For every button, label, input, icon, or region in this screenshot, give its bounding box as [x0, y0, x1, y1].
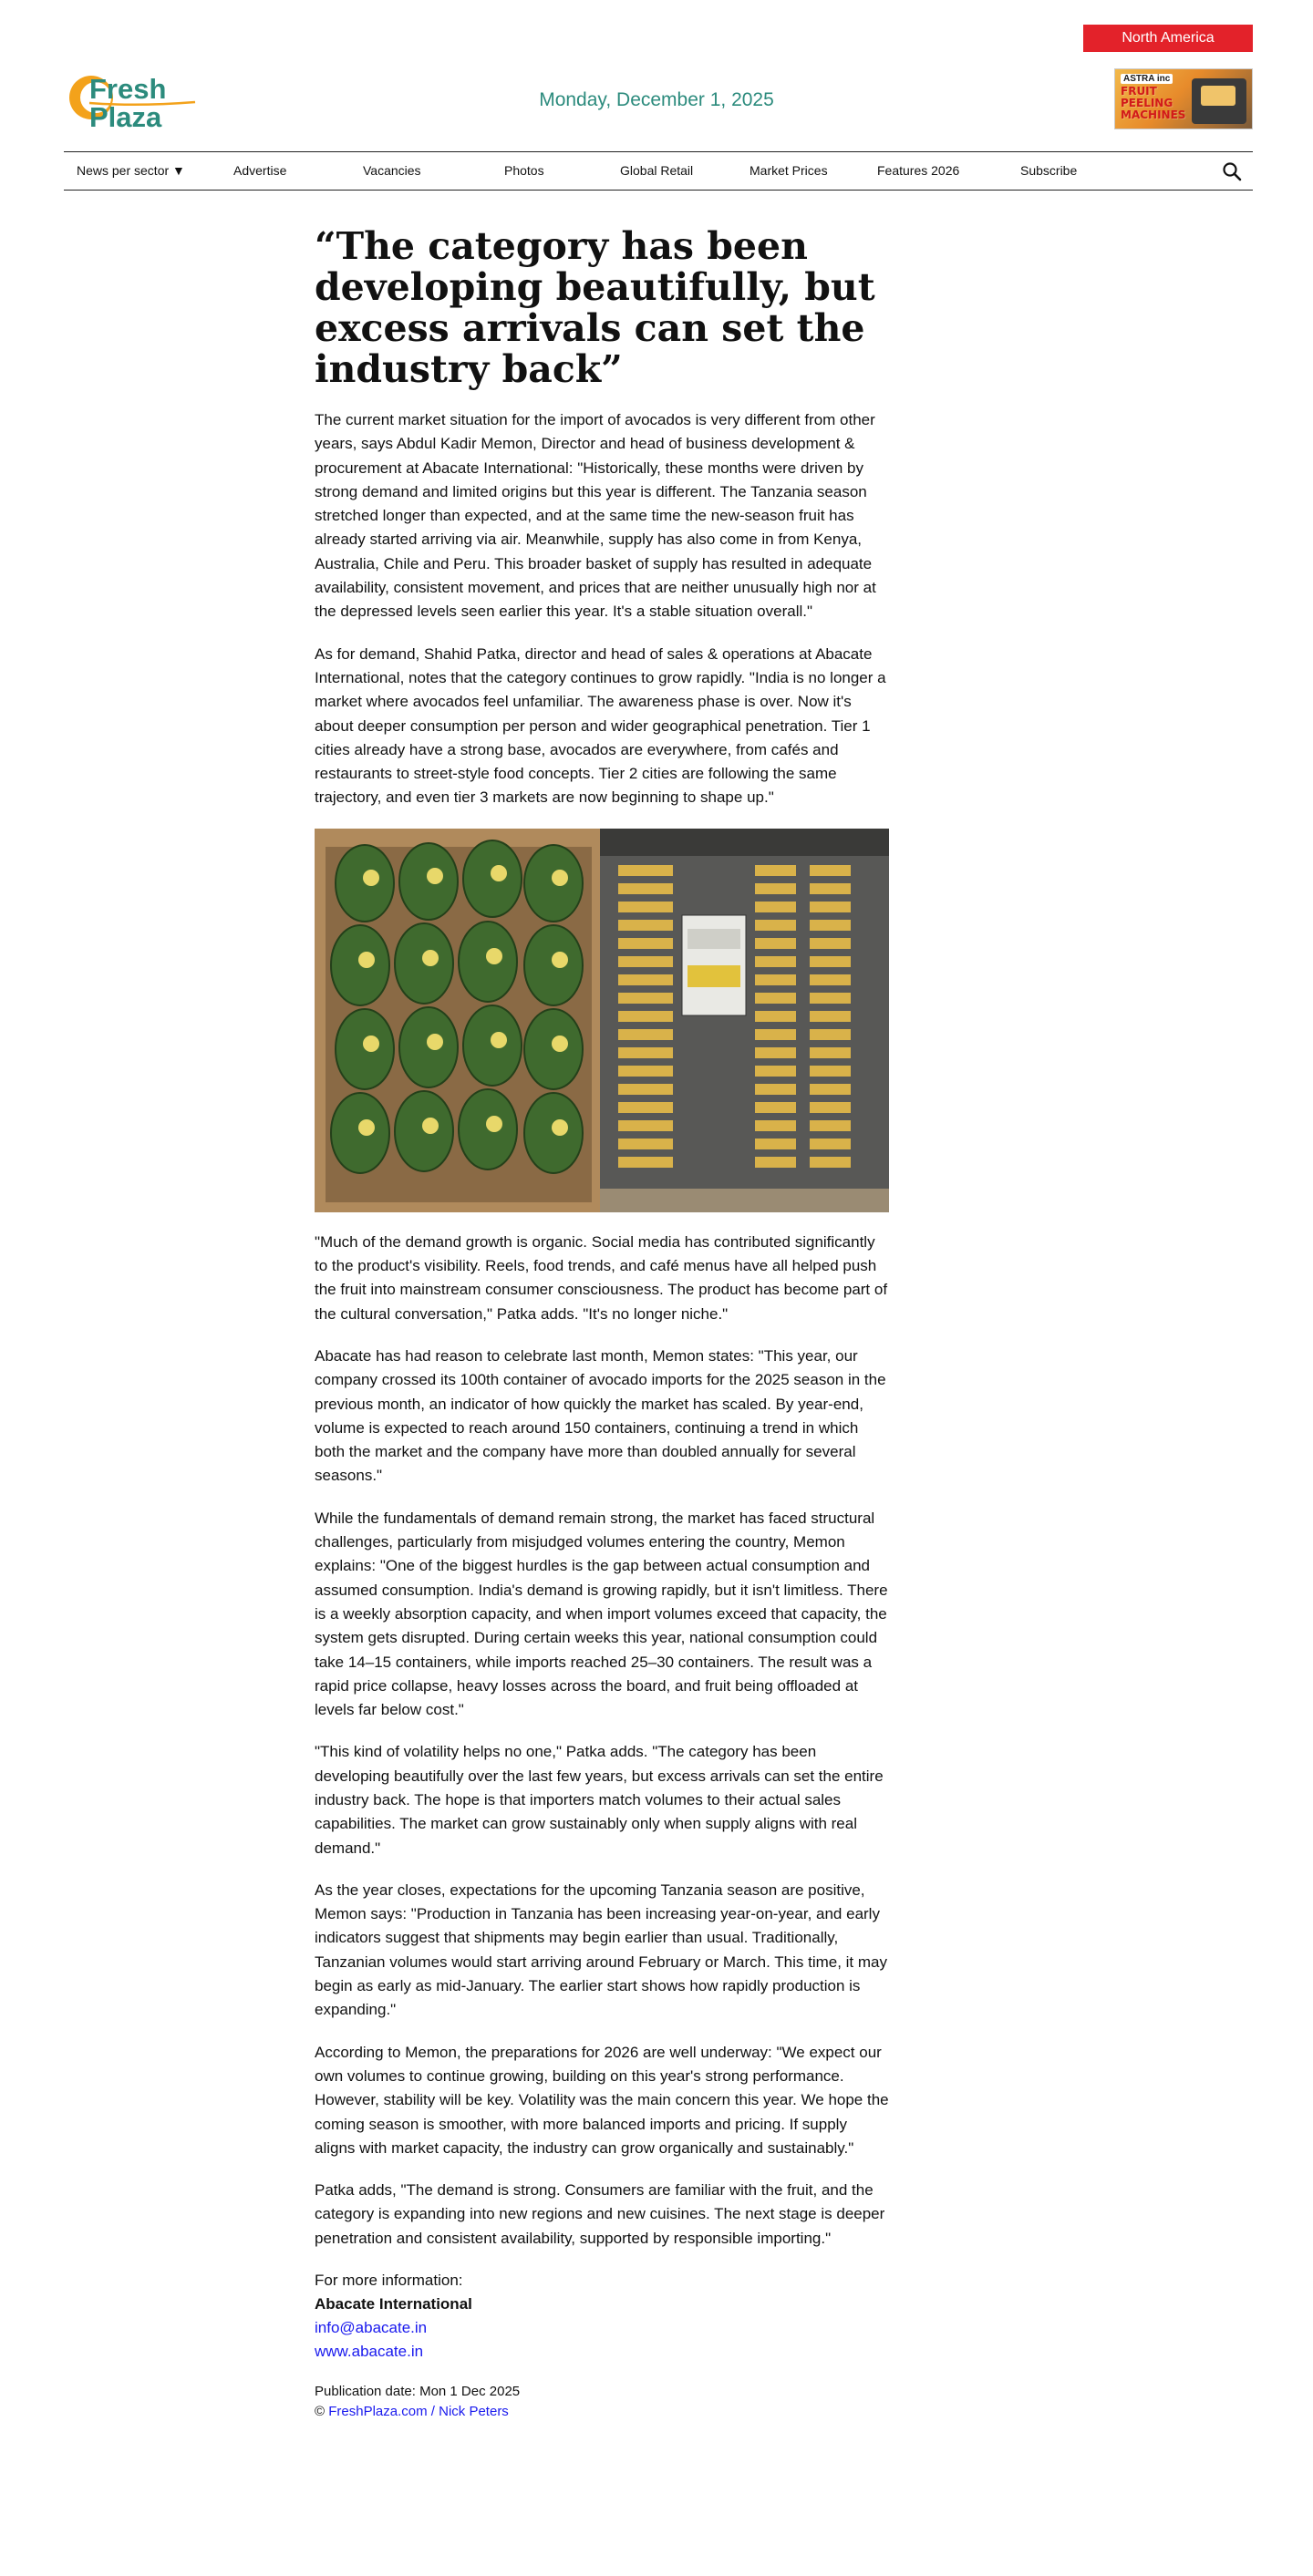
ad-brand: ASTRA inc [1121, 74, 1173, 84]
search-icon[interactable] [1222, 161, 1242, 181]
article-paragraph: According to Memon, the preparations for 2026 are well underway: "We expect our own volumes to continue growing, building on this year's strong performance. However, stability will be key. Volatility was the main concern this year. We hope the coming season is smoother, with more balanced imports and pricing. If supply aligns with market capacity, the industry can grow organically and sustainably." [315, 2043, 889, 2157]
nav-photos[interactable]: Photos [504, 163, 544, 178]
nav-vacancies[interactable]: Vacancies [363, 163, 421, 178]
main-navigation [64, 151, 1253, 191]
article-paragraph: Patka adds, "The demand is strong. Consumers are familiar with the fruit, and the category is expanding into new regions and new cuisines. The next stage is deeper penetration and consistent availability, supported by responsible importing." [315, 2181, 885, 2247]
ad-text: FRUIT PEELING MACHINES [1121, 85, 1186, 121]
article-paragraph: As the year closes, expectations for the upcoming Tanzania season are positive, Memon says: "Production in Tanzania has been increasing year-on-year, and early indicators suggest that shipments may begin earlier than usual. Traditionally, Tanzanian volumes would start arriving around February or March. This time, it may begin as early as mid-January. The earlier start shows how rapidly production is expanding." [315, 1880, 887, 2019]
email-link[interactable]: info@abacate.in [315, 2319, 428, 2337]
region-selector-button[interactable]: North America [1083, 25, 1253, 52]
author-link[interactable]: Nick Peters [439, 2404, 509, 2420]
article-paragraph: "Much of the demand growth is organic. Social media has contributed significantly to the product's visibility. Reels, food trends, and café menus have all helped push the fruit into mainstream consumer consciousness. The product has become part of the cultural conversation," Patka adds. "It's no longer niche." [315, 1232, 888, 1323]
article-paragraph: Abacate has had reason to celebrate last month, Memon states: "This year, our company crossed its 100th container of avocado imports for the 2025 season in the previous month, an indicator of how quickly the market has scaled. By year-end, volume is expected to reach around 150 containers, continuing a trend in which both the market and the company have more than doubled annually for several seasons." [315, 1346, 886, 1485]
machine-image [1192, 78, 1246, 124]
article-photo[interactable] [315, 829, 889, 1212]
copyright-line [315, 2402, 889, 2422]
logo-line2: Plaza [89, 101, 162, 132]
nav-market-prices[interactable]: Market Prices [750, 163, 828, 178]
publication-date: Publication date: Mon 1 Dec 2025 [315, 2384, 521, 2400]
copyright-symbol: © [315, 2404, 326, 2420]
more-info-block [315, 2269, 889, 2364]
logo-line1: Fresh [89, 73, 167, 105]
site-link[interactable]: FreshPlaza.com [328, 2404, 428, 2420]
ad-banner[interactable] [1114, 68, 1253, 129]
avocado-box-photo [315, 829, 600, 1212]
article-paragraph: "This kind of volatility helps no one," Patka adds. "The category has been developing beautifully over the last few years, but excess arrivals can set the entire industry back. The hope is that importers match volumes to their actual sales capabilities. The market can grow sustainably only when supply aligns with real demand." [315, 1743, 884, 1857]
more-info-label: For more information: [315, 2272, 463, 2290]
website-link[interactable]: www.abacate.in [315, 2343, 424, 2361]
article [315, 226, 889, 2422]
article-paragraph: While the fundamentals of demand remain strong, the market has faced structural challenges, particularly from misjudged volumes entering the country, Memon explains: "One of the biggest hurdles is the gap between actual consumption and assumed consumption. India's demand is growing rapidly, but it isn't limitless. There is a weekly absorption capacity, and when import volumes exceed that capacity, the system gets disrupted. During certain weeks this year, national consumption could take 14–15 containers, while imports reached 25–30 containers. The result was a rapid price collapse, heavy losses across the board, and fruit being offloaded at levels far below cost." [315, 1509, 888, 1719]
freshplaza-logo[interactable] [64, 70, 201, 132]
nav-global-retail[interactable]: Global Retail [620, 163, 694, 178]
container-pallets-photo [600, 829, 889, 1212]
current-date: Monday, December 1, 2025 [539, 89, 774, 110]
separator: / [430, 2404, 435, 2420]
article-title: “The category has been developing beautifully, but excess arrivals can set the industry back” [315, 224, 875, 391]
article-paragraph: As for demand, Shahid Patka, director and head of sales & operations at Abacate International, notes that the category continues to grow rapidly. "India is no longer a market where avocados feel unfamiliar. The awareness phase is over. Now it's about deeper consumption per person and wider geographical penetration. Tier 1 cities already have a strong base, avocados are everywhere, from cafés and restaurants to street-style food concepts. Tier 2 cities are following the same trajectory, and even tier 3 markets are now beginning to shape up." [315, 644, 886, 807]
nav-advertise[interactable]: Advertise [233, 163, 287, 178]
nav-subscribe[interactable]: Subscribe [1020, 163, 1078, 178]
nav-features-2026[interactable]: Features 2026 [877, 163, 960, 178]
nav-news-per-sector[interactable]: News per sector ▼ [77, 163, 185, 178]
company-name: Abacate International [315, 2295, 472, 2313]
article-paragraph: The current market situation for the import of avocados is very different from other years, says Abdul Kadir Memon, Director and head of business development & procurement at Abacate International: "Historically, these months were driven by strong demand and limited origins but this year is different. The Tanzania season stretched longer than expected, and at the same time the new-season fruit has already started arriving via air. Meanwhile, supply has also come in from Kenya, Australia, Chile and Peru. This broader basket of supply has resulted in adequate availability, consistent movement, and prices that are neither unusually high nor at the depressed levels seen earlier this year. It's a stable situation overall." [315, 411, 876, 621]
